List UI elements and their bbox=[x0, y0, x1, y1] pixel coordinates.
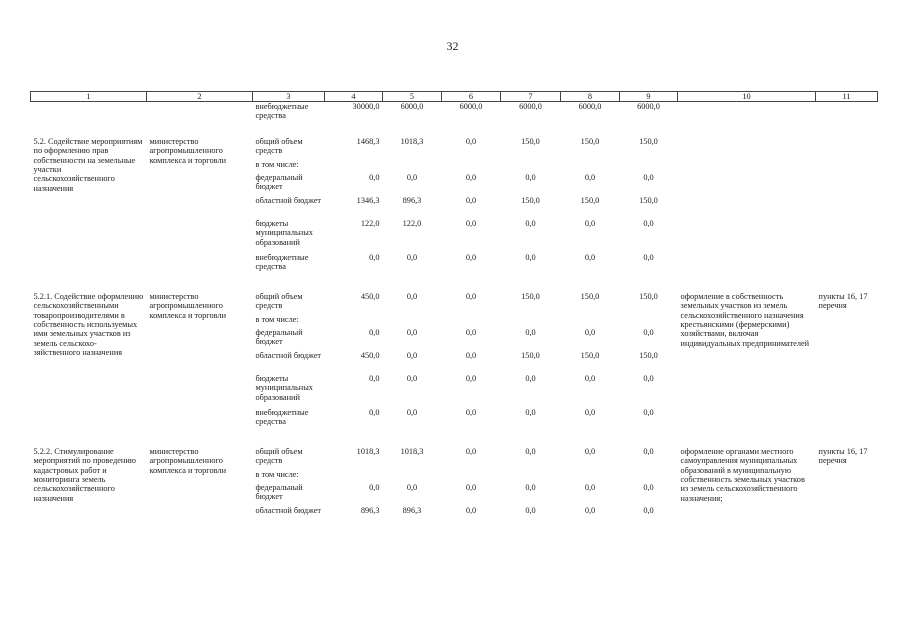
amount-cell: 0,0 bbox=[369, 482, 380, 492]
executor: министерство агропромышленного комплекса и торговли bbox=[149, 136, 227, 165]
amount-cell: 0,0 bbox=[643, 218, 654, 228]
amount-cell bbox=[442, 470, 501, 483]
amount-cell: 0,0 bbox=[369, 373, 380, 383]
amount-cell: 0,0 bbox=[465, 218, 477, 228]
amount-cell: 150,0 bbox=[580, 350, 600, 360]
amount-cell: 0,0 bbox=[525, 218, 536, 228]
funding-source: федеральный бюджет bbox=[255, 172, 303, 192]
amount-cell: 0,0 bbox=[643, 373, 654, 383]
amount-cell bbox=[620, 470, 678, 483]
amount-cell: 6000,0 bbox=[459, 102, 483, 111]
amount-cell: 150,0 bbox=[521, 195, 540, 205]
amount-cell: 0,0 bbox=[406, 252, 418, 262]
amount-cell: 0,0 bbox=[584, 252, 596, 262]
measure-name: 5.2. Содействие мероприятиям по оформлению прав собственности на земельные участки сельскохозяйственного назначения bbox=[33, 136, 143, 193]
amount-cell: 150,0 bbox=[521, 136, 540, 146]
amount-cell: 150,0 bbox=[580, 291, 600, 301]
amount-cell: 0,0 bbox=[643, 252, 654, 262]
amount-cell: 0,0 bbox=[643, 505, 654, 515]
amount-cell: 450,0 bbox=[360, 350, 380, 360]
expected-result: оформление в собственность земельных участков из земель сельскохозяйственного назначения крестьянскими (фермерскими) хозяйствами, включая индивидуальных предпринимателей bbox=[680, 291, 810, 348]
amount-cell: 0,0 bbox=[465, 291, 477, 301]
amount-cell: 0,0 bbox=[465, 446, 477, 456]
amount-cell bbox=[561, 160, 620, 173]
funding-source: областной бюджет bbox=[255, 350, 322, 360]
column-number: 11 bbox=[816, 92, 878, 102]
amount-cell: 0,0 bbox=[584, 446, 596, 456]
table-row bbox=[31, 292, 878, 315]
column-number: 10 bbox=[678, 92, 816, 102]
amount-cell bbox=[561, 315, 620, 328]
amount-cell: 150,0 bbox=[580, 136, 600, 146]
amount-cell: 0,0 bbox=[369, 327, 380, 337]
amount-cell: 0,0 bbox=[406, 407, 418, 417]
measure-name: 5.2.2. Стимулирование мероприятий по проведению кадастровых работ и мониторинга земель сельскохозяйственного назначения bbox=[33, 446, 136, 503]
amount-cell: 0,0 bbox=[584, 482, 596, 492]
amount-cell: 6000,0 bbox=[578, 102, 602, 111]
page-number: 32 bbox=[446, 39, 459, 53]
amount-cell: 0,0 bbox=[525, 407, 536, 417]
amount-cell: 0,0 bbox=[465, 505, 477, 515]
executor: министерство агропромышленного комплекса и торговли bbox=[149, 446, 227, 475]
amount-cell: 0,0 bbox=[584, 407, 596, 417]
amount-cell: 0,0 bbox=[525, 252, 536, 262]
amount-cell: 0,0 bbox=[369, 407, 380, 417]
amount-cell: 0,0 bbox=[465, 373, 477, 383]
amount-cell: 0,0 bbox=[465, 407, 477, 417]
amount-cell bbox=[501, 470, 561, 483]
funding-source: внебюджетные средства bbox=[255, 407, 309, 427]
amount-cell: 0,0 bbox=[465, 252, 477, 262]
amount-cell: 0,0 bbox=[584, 327, 596, 337]
funding-source: внебюджетные средства bbox=[255, 252, 309, 272]
amount-cell bbox=[620, 160, 678, 173]
amount-cell bbox=[561, 470, 620, 483]
table-row bbox=[31, 102, 878, 121]
funding-source: областной бюджет bbox=[255, 195, 322, 205]
amount-cell: 150,0 bbox=[580, 195, 600, 205]
amount-cell: 6000,0 bbox=[519, 102, 542, 111]
amount-cell: 0,0 bbox=[465, 482, 477, 492]
column-number: 6 bbox=[442, 92, 501, 102]
amount-cell bbox=[501, 315, 561, 328]
amount-cell: 0,0 bbox=[525, 373, 536, 383]
amount-cell: 0,0 bbox=[406, 350, 418, 360]
amount-cell: 0,0 bbox=[643, 482, 654, 492]
amount-cell: 0,0 bbox=[525, 172, 536, 182]
funding-table bbox=[30, 91, 878, 529]
column-number: 9 bbox=[620, 92, 678, 102]
amount-cell: 0,0 bbox=[465, 136, 477, 146]
funding-source: общий объем средств bbox=[255, 291, 303, 311]
amount-cell bbox=[442, 160, 501, 173]
amount-cell: 0,0 bbox=[406, 172, 418, 182]
amount-cell bbox=[383, 160, 442, 173]
amount-cell: 0,0 bbox=[465, 350, 477, 360]
executor: министерство агропромышленного комплекса и торговли bbox=[149, 291, 227, 320]
amount-cell bbox=[620, 315, 678, 328]
amount-cell: 30000,0 bbox=[352, 102, 380, 111]
amount-cell: 0,0 bbox=[525, 505, 536, 515]
column-number: 8 bbox=[561, 92, 620, 102]
amount-cell: 0,0 bbox=[584, 373, 596, 383]
amount-cell: 150,0 bbox=[521, 350, 540, 360]
amount-cell bbox=[501, 160, 561, 173]
expected-result bbox=[678, 137, 816, 276]
amount-cell: 0,0 bbox=[465, 327, 477, 337]
funding-source: федеральный бюджет bbox=[255, 482, 303, 502]
expected-result: оформление органами местного самоуправления муниципальных образований в муниципальную собственность земельных участков из земель сельскохозяйственного назначения; bbox=[680, 446, 805, 503]
amount-cell: 1018,3 bbox=[356, 446, 380, 456]
amount-cell: 896,3 bbox=[402, 195, 422, 205]
amount-cell: 6000,0 bbox=[400, 102, 424, 111]
amount-cell: 150,0 bbox=[639, 195, 658, 205]
amount-cell: 1018,3 bbox=[400, 446, 424, 456]
header-row bbox=[31, 92, 878, 102]
amount-cell: 0,0 bbox=[465, 172, 477, 182]
amount-cell: 896,3 bbox=[360, 505, 380, 515]
amount-cell: 0,0 bbox=[525, 482, 536, 492]
funding-source: в том числе: bbox=[255, 314, 299, 324]
amount-cell: 0,0 bbox=[643, 446, 654, 456]
list-points: пункты 16, 17 перечня bbox=[818, 446, 868, 466]
table-row bbox=[31, 137, 878, 160]
amount-cell: 0,0 bbox=[584, 218, 596, 228]
amount-cell: 0,0 bbox=[525, 446, 536, 456]
funding-source: в том числе: bbox=[255, 469, 299, 479]
list-points: пункты 16, 17 перечня bbox=[818, 291, 868, 311]
funding-source: бюджеты муниципальных образований bbox=[255, 218, 313, 247]
amount-cell: 6000,0 bbox=[637, 102, 660, 111]
amount-cell: 122,0 bbox=[402, 218, 422, 228]
amount-cell: 0,0 bbox=[584, 172, 596, 182]
funding-source: областной бюджет bbox=[255, 505, 322, 515]
amount-cell: 0,0 bbox=[643, 327, 654, 337]
amount-cell: 0,0 bbox=[406, 482, 418, 492]
amount-cell bbox=[383, 470, 442, 483]
amount-cell: 0,0 bbox=[369, 172, 380, 182]
amount-cell: 896,3 bbox=[402, 505, 422, 515]
amount-cell bbox=[383, 315, 442, 328]
funding-source: внебюджетные средства bbox=[255, 102, 309, 121]
amount-cell: 0,0 bbox=[525, 327, 536, 337]
amount-cell: 0,0 bbox=[643, 407, 654, 417]
column-number: 5 bbox=[383, 92, 442, 102]
amount-cell bbox=[325, 315, 383, 328]
amount-cell: 150,0 bbox=[639, 350, 658, 360]
amount-cell: 122,0 bbox=[360, 218, 380, 228]
amount-cell: 1468,3 bbox=[356, 136, 380, 146]
amount-cell: 1346,3 bbox=[356, 195, 380, 205]
measure-name: 5.2.1. Содействие оформлению сельскохозяйственными товаропроизводителями в собственность используемых ими земельных участков из земель сельскохо-зяйственного назначения bbox=[33, 291, 144, 358]
funding-source: в том числе: bbox=[255, 159, 299, 169]
table-row bbox=[31, 447, 878, 470]
amount-cell: 0,0 bbox=[406, 373, 418, 383]
column-number: 4 bbox=[325, 92, 383, 102]
amount-cell: 450,0 bbox=[360, 291, 380, 301]
amount-cell: 150,0 bbox=[521, 291, 540, 301]
list-points bbox=[816, 137, 878, 276]
amount-cell bbox=[325, 160, 383, 173]
funding-source: федеральный бюджет bbox=[255, 327, 303, 347]
amount-cell: 0,0 bbox=[406, 291, 418, 301]
column-number: 3 bbox=[253, 92, 325, 102]
funding-source: общий объем средств bbox=[255, 136, 303, 156]
funding-source: бюджеты муниципальных образований bbox=[255, 373, 313, 402]
amount-cell bbox=[325, 470, 383, 483]
column-number: 7 bbox=[501, 92, 561, 102]
amount-cell bbox=[442, 315, 501, 328]
column-number: 1 bbox=[31, 92, 147, 102]
amount-cell: 0,0 bbox=[369, 252, 380, 262]
column-number: 2 bbox=[147, 92, 253, 102]
amount-cell: 150,0 bbox=[639, 136, 658, 146]
amount-cell: 150,0 bbox=[639, 291, 658, 301]
amount-cell: 1018,3 bbox=[400, 136, 424, 146]
funding-source: общий объем средств bbox=[255, 446, 303, 466]
amount-cell: 0,0 bbox=[584, 505, 596, 515]
amount-cell: 0,0 bbox=[643, 172, 654, 182]
amount-cell: 0,0 bbox=[465, 195, 477, 205]
amount-cell: 0,0 bbox=[406, 327, 418, 337]
